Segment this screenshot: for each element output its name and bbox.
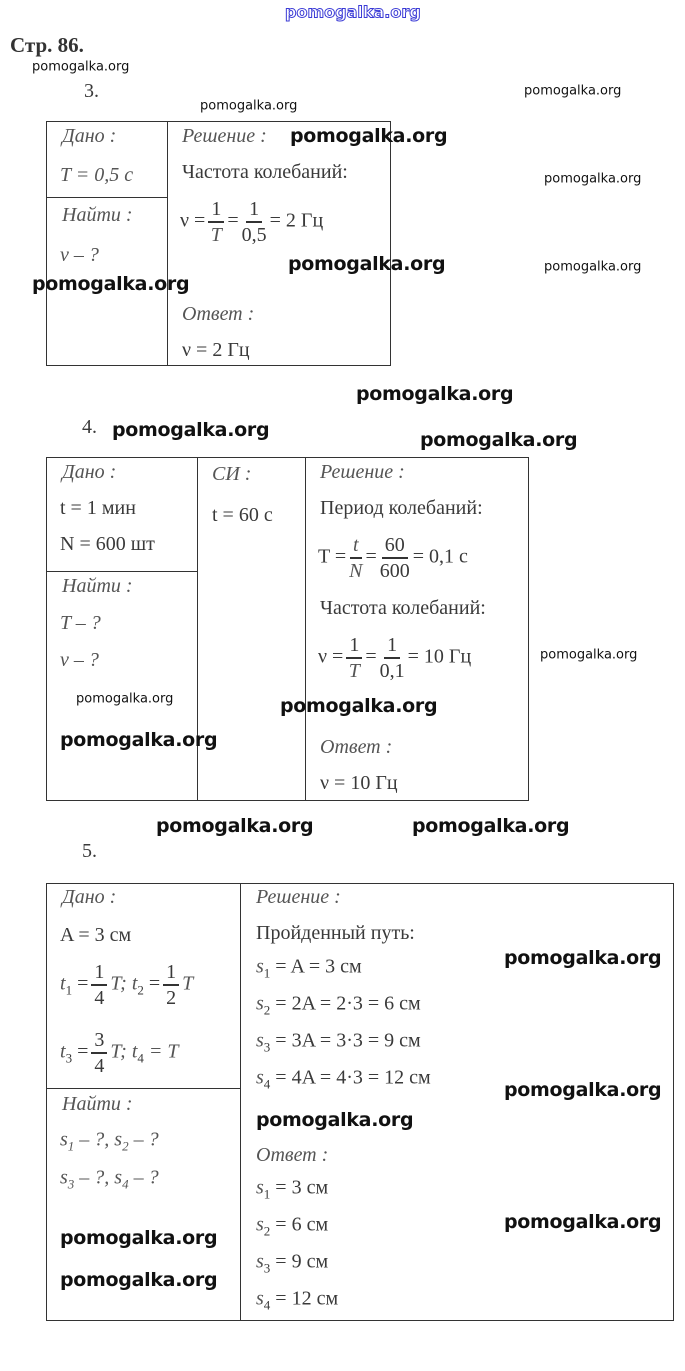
solution-label: Решение : (320, 461, 405, 483)
problem-5-number: 5. (82, 840, 97, 862)
divider (46, 1088, 240, 1089)
given-times-1-2: $t_1$ = $\frac{1}{4}$ T; $t_2$ = $\frac{1}{2}$ T (60, 961, 194, 1009)
fraction: $\frac{1}{T}$ (346, 633, 362, 683)
formula-lhs: ν = (180, 209, 206, 232)
answer-line: $s_3 = 9$ см (256, 1250, 329, 1276)
watermark: pomogalka.org (544, 259, 642, 275)
fraction: $\frac{t}{N}$ (349, 534, 363, 582)
watermark: pomogalka.org (412, 815, 570, 837)
watermark: pomogalka.org (524, 83, 622, 99)
answer-line: $s_2 = 6$ см (256, 1213, 329, 1239)
solution-step: Период колебаний: (320, 497, 483, 519)
watermark: pomogalka.org (420, 429, 578, 451)
watermark: pomogalka.org (32, 273, 190, 295)
watermark: pomogalka.org (112, 419, 270, 441)
given-label: Дано : (62, 461, 117, 483)
given-label: Дано : (62, 125, 117, 147)
solution-label: Решение : (182, 125, 267, 147)
period-formula: T = $\frac{t}{N}$ = $\frac{60}{600}$ = 0,1 с (318, 534, 468, 582)
find-label: Найти : (62, 1093, 133, 1115)
watermark: pomogalka.org (504, 1079, 662, 1101)
solution-line: $s_3 = 3A = 3\cdot 3 = 9$ см (256, 1029, 421, 1055)
divider (46, 571, 197, 572)
watermark: pomogalka.org (504, 947, 662, 969)
watermark: pomogalka.org (60, 729, 218, 751)
answer-line: $s_4 = 12$ см (256, 1287, 339, 1313)
fraction: $\frac{1}{0,1}$ (379, 634, 405, 682)
watermark: pomogalka.org (76, 691, 174, 707)
fraction: $\frac{60}{600}$ (379, 534, 410, 582)
answer-line: $s_1 = 3$ см (256, 1176, 329, 1202)
watermark: pomogalka.org (280, 695, 438, 717)
frequency-formula: ν = $\frac{1}{T}$ = $\frac{1}{0,5}$ = 2 Гц (180, 198, 324, 246)
watermark: pomogalka.org (290, 125, 448, 147)
answer-label: Ответ : (320, 736, 393, 758)
given-value: N = 600 шт (60, 533, 155, 555)
fraction: $\frac{1}{0,5}$ (241, 198, 267, 246)
fraction: $\frac{1}{T}$ (208, 197, 224, 247)
find-value: $s_3$ – ?, $s_4$ – ? (60, 1166, 159, 1192)
watermark: pomogalka.org (356, 383, 514, 405)
watermark: pomogalka.org (156, 815, 314, 837)
site-watermark-header: pomogalka.org (285, 2, 421, 22)
find-value: $s_1$ – ?, $s_2$ – ? (60, 1128, 159, 1154)
solution-step: Частота колебаний: (182, 161, 348, 183)
answer-value: ν = 10 Гц (320, 772, 398, 794)
solution-line: $s_2 = 2A = 2\cdot 3 = 6$ см (256, 992, 421, 1018)
find-label: Найти : (62, 575, 133, 597)
watermark: pomogalka.org (200, 98, 298, 114)
answer-value: ν = 2 Гц (182, 339, 250, 361)
find-value: T – ? (60, 612, 101, 634)
find-value: ν – ? (60, 244, 99, 266)
answer-label: Ответ : (182, 303, 255, 325)
given-times-3-4: $t_3$ = $\frac{3}{4}$ T; $t_4 = T$ (60, 1029, 179, 1077)
page-title: Стр. 86. (10, 33, 84, 57)
solution-label: Решение : (256, 886, 341, 908)
divider (240, 883, 241, 1321)
watermark: pomogalka.org (544, 171, 642, 187)
watermark: pomogalka.org (32, 59, 130, 75)
problem-4-number: 4. (82, 416, 97, 438)
watermark: pomogalka.org (288, 253, 446, 275)
watermark: pomogalka.org (256, 1109, 414, 1131)
given-value: T = 0,5 с (60, 164, 134, 186)
problem-3-number: 3. (84, 80, 99, 102)
divider (167, 121, 168, 366)
watermark: pomogalka.org (540, 647, 638, 663)
find-value: ν – ? (60, 649, 99, 671)
watermark: pomogalka.org (60, 1269, 218, 1291)
watermark: pomogalka.org (60, 1227, 218, 1249)
given-label: Дано : (62, 886, 117, 908)
given-value: t = 1 мин (60, 497, 136, 519)
si-label: СИ : (212, 463, 252, 485)
answer-label: Ответ : (256, 1144, 329, 1166)
solution-line: $s_4 = 4A = 4\cdot 3 = 12$ см (256, 1066, 431, 1092)
watermark: pomogalka.org (504, 1211, 662, 1233)
given-value: A = 3 см (60, 924, 132, 946)
si-value: t = 60 с (212, 504, 273, 526)
divider (46, 197, 167, 198)
divider (305, 457, 306, 801)
solution-step: Пройденный путь: (256, 922, 415, 944)
frequency-formula: ν = $\frac{1}{T}$ = $\frac{1}{0,1}$ = 10 Гц (318, 634, 472, 682)
solution-line: $s_1 = A = 3$ см (256, 955, 362, 981)
find-label: Найти : (62, 204, 133, 226)
solution-step: Частота колебаний: (320, 597, 486, 619)
